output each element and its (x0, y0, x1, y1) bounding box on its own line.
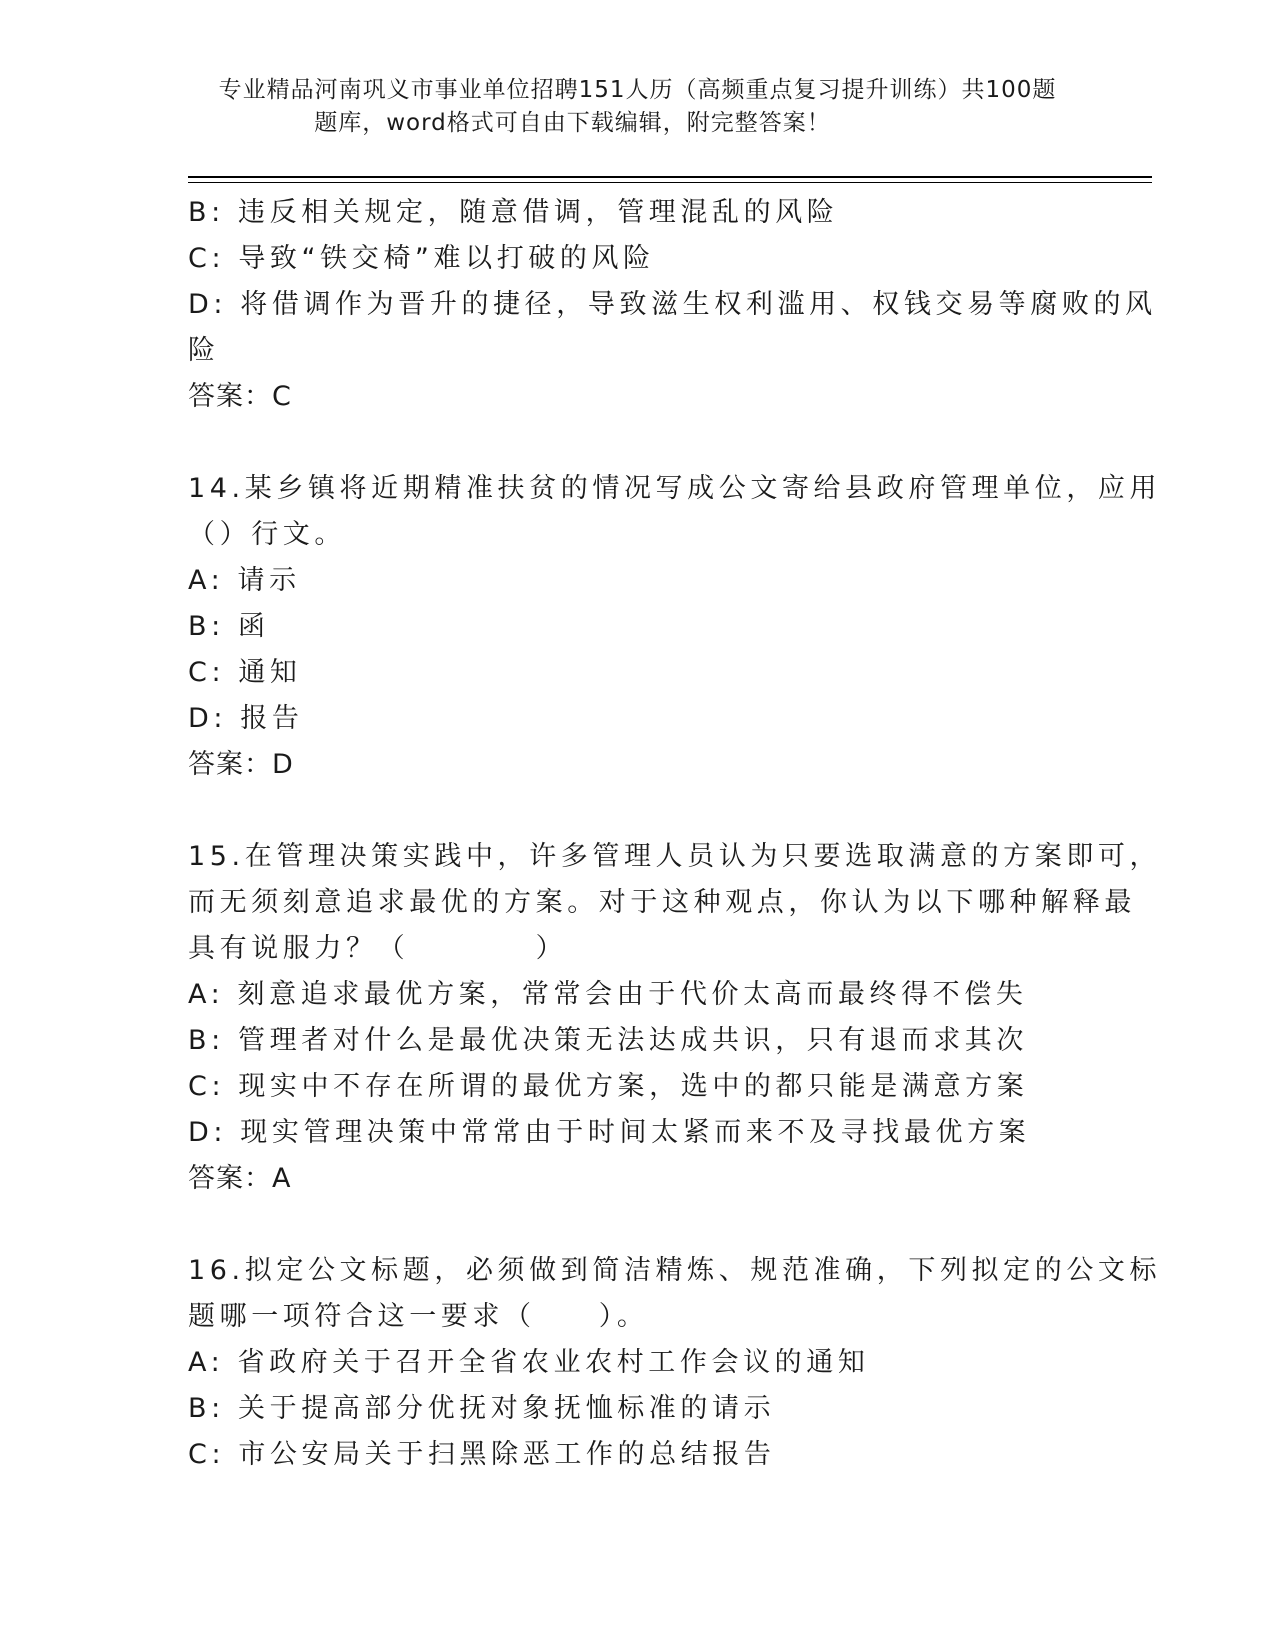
q16-stem-line-1: 16.拟定公文标题，必须做到简洁精炼、规范准确，下列拟定的公文标 (188, 1255, 1162, 1286)
header-divider-thick (188, 176, 1152, 178)
q16-stem-line-2: 题哪一项符合这一要求（ ）。 (188, 1301, 649, 1332)
q16-option-a: A: 省政府关于召开全省农业农村工作会议的通知 (188, 1347, 870, 1378)
spacer (188, 788, 1088, 834)
q15-option-c: C: 现实中不存在所谓的最优方案，选中的都只能是满意方案 (188, 1071, 1029, 1102)
q15-option-d: D: 现实管理决策中常常由于时间太紧而来不及寻找最优方案 (188, 1117, 1031, 1148)
q14-answer: 答案：D (188, 749, 294, 780)
q13-option-d-line-2: 险 (188, 335, 220, 366)
q13-option-c: C: 导致“铁交椅”难以打破的风险 (188, 243, 655, 274)
q16-option-c: C: 市公安局关于扫黑除恶工作的总结报告 (188, 1439, 776, 1470)
q16-option-b: B: 关于提高部分优抚对象抚恤标准的请示 (188, 1393, 776, 1424)
q14-option-b: B: 函 (188, 611, 270, 642)
header-line-1: 专业精品河南巩义市事业单位招聘151人历（高频重点复习提升训练）共100题 (218, 77, 1057, 103)
q14-option-d: D: 报告 (188, 703, 304, 734)
q15-stem-line-2: 而无须刻意追求最优的方案。对于这种观点，你认为以下哪种解释最 (188, 887, 1136, 918)
q14-stem-line-2: （）行文。 (188, 519, 346, 550)
q15-stem-line-1: 15.在管理决策实践中，许多管理人员认为只要选取满意的方案即可， (188, 841, 1162, 872)
q13-option-b: B: 违反相关规定，随意借调，管理混乱的风险 (188, 197, 839, 228)
q15-stem-line-3: 具有说服力？（ ） (188, 933, 568, 964)
q13-answer: 答案：C (188, 381, 292, 412)
spacer (188, 1202, 1088, 1248)
question-13 (188, 190, 1157, 420)
document-body (188, 190, 1162, 1478)
question-15 (188, 834, 1162, 1202)
q13-option-d-line-1: D: 将借调作为晋升的捷径，导致滋生权利滥用、权钱交易等腐败的风 (188, 289, 1157, 320)
spacer (188, 420, 1088, 466)
q14-option-c: C: 通知 (188, 657, 302, 688)
question-14 (188, 466, 1162, 788)
q14-stem-line-1: 14.某乡镇将近期精准扶贫的情况写成公文寄给县政府管理单位，应用 (188, 473, 1162, 504)
q15-option-a: A: 刻意追求最优方案，常常会由于代价太高而最终得不偿失 (188, 979, 1028, 1010)
header-line-2: 题库，word格式可自由下载编辑，附完整答案！ (314, 110, 831, 136)
question-16 (188, 1248, 1162, 1478)
header-divider-thin (188, 182, 1152, 183)
q15-option-b: B: 管理者对什么是最优决策无法达成共识，只有退而求其次 (188, 1025, 1029, 1056)
q14-option-a: A: 请示 (188, 565, 301, 596)
document-header (0, 74, 1275, 140)
q15-answer: 答案：A (188, 1163, 292, 1194)
